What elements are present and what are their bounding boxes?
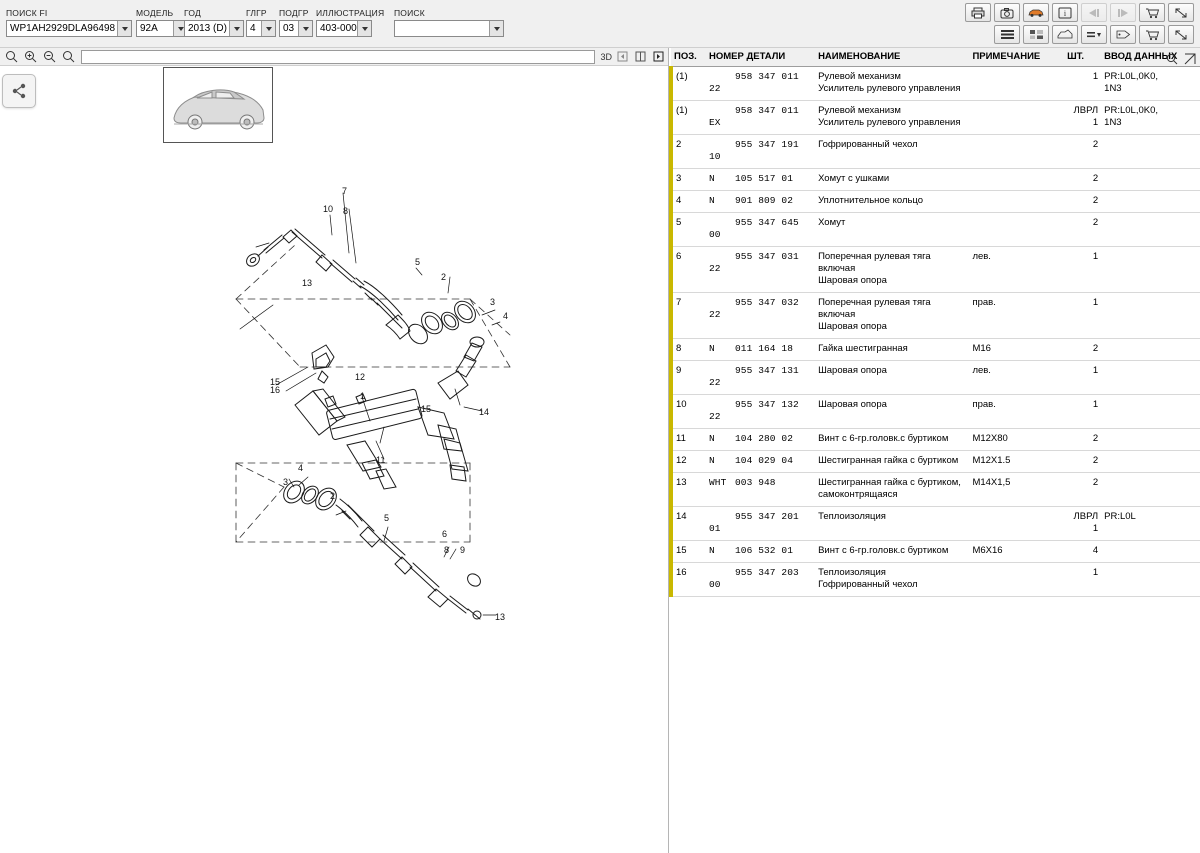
cell-pos: 16 — [671, 563, 706, 597]
cell-part-number — [706, 473, 815, 507]
cell-number: 958 347 011 EX — [708, 105, 799, 128]
cell-pos: 11 — [671, 429, 706, 451]
cell-number: 955 347 032 22 — [708, 297, 799, 320]
cell-part-number — [706, 429, 815, 451]
callout-11: 11 — [376, 455, 386, 465]
cell-qty: 2 — [1064, 191, 1101, 213]
list-icon[interactable] — [994, 25, 1020, 44]
collapse-icon[interactable] — [1168, 25, 1194, 44]
cell-part-number — [706, 563, 815, 597]
cell-part-number — [706, 541, 815, 563]
field-vin-label: ПОИСК FI — [6, 8, 48, 18]
cell-qty: 2 — [1064, 451, 1101, 473]
toolbar-icon-buttons — [965, 3, 1194, 47]
cell-qty: 2 — [1064, 169, 1101, 191]
field-ggr-input[interactable] — [246, 20, 276, 37]
cell-part-number — [706, 247, 815, 293]
cell-number: 011 164 18 — [734, 343, 793, 354]
cell-data — [1101, 169, 1200, 191]
cell-number: 104 280 02 — [734, 433, 793, 444]
field-vin — [6, 8, 132, 37]
field-illustration-input[interactable] — [316, 20, 372, 37]
cell-name: Шестигранная гайка с буртиком — [815, 451, 969, 473]
cell-qty: 1 — [1064, 361, 1101, 395]
cell-pos: (1) — [671, 67, 706, 101]
chevron-down-icon[interactable] — [117, 21, 131, 36]
callout-4b: 4 — [298, 463, 304, 473]
table-row[interactable] — [671, 67, 1200, 101]
cell-data — [1101, 429, 1200, 451]
table-row[interactable] — [671, 101, 1200, 135]
table-row[interactable] — [671, 339, 1200, 361]
cell-number: 955 347 191 10 — [708, 139, 799, 162]
cell-name — [815, 67, 969, 101]
table-row[interactable] — [671, 507, 1200, 541]
cell-qty — [1064, 507, 1101, 541]
table-header-row — [671, 48, 1200, 67]
cell-data — [1101, 563, 1200, 597]
cell-name-line2: Усилитель рулевого управления — [818, 117, 961, 128]
cell-name: Теплоизоляция — [815, 507, 969, 541]
cell-part-number — [706, 395, 815, 429]
table-row[interactable] — [671, 451, 1200, 473]
cell-note: M6X16 — [969, 541, 1064, 563]
cell-name: Шаровая опора — [815, 361, 969, 395]
cell-name: Хомут — [815, 213, 969, 247]
cell-name: Шаровая опора — [815, 395, 969, 429]
callout-14: 14 — [479, 407, 490, 417]
dropdown-icon[interactable] — [1081, 25, 1107, 44]
cell-qty: 2 — [1064, 473, 1101, 507]
cell-qty: 2 — [1064, 429, 1101, 451]
field-year — [184, 8, 244, 37]
field-illustration-value: 403-000 — [320, 23, 357, 34]
cell-note: лев. — [969, 247, 1064, 293]
cell-number: 955 347 031 22 — [708, 251, 799, 274]
callout-1: 1 — [360, 391, 366, 401]
cell-qty-prefix: ЛВРЛ — [1073, 105, 1099, 116]
top-toolbar — [0, 0, 1200, 48]
label-icon[interactable] — [1110, 25, 1136, 44]
cell-name-line3: Шаровая опора — [818, 275, 887, 286]
cell-pos: 6 — [671, 247, 706, 293]
cell-note: M12X80 — [969, 429, 1064, 451]
illustration-search-input[interactable] — [81, 50, 595, 64]
cell-name-line1: Теплоизоляция — [818, 567, 886, 578]
cell-qty: 1 — [1064, 395, 1101, 429]
table-row[interactable] — [671, 541, 1200, 563]
cell-part-number — [706, 213, 815, 247]
callout-15a: 15 — [270, 377, 281, 387]
cell-qty — [1064, 101, 1101, 135]
cart-add-icon[interactable] — [1139, 25, 1165, 44]
cell-name — [815, 563, 969, 597]
cell-prefix: N — [708, 545, 715, 556]
cell-pos: 5 — [671, 213, 706, 247]
cell-data — [1101, 395, 1200, 429]
cell-name — [815, 473, 969, 507]
field-model-input[interactable] — [136, 20, 188, 37]
cell-name-line1: Поперечная рулевая тяга — [818, 251, 931, 262]
camera-icon[interactable] — [994, 3, 1020, 22]
cell-prefix: N — [708, 433, 715, 444]
table-search-icon[interactable] — [1164, 51, 1180, 67]
field-ggr — [246, 8, 276, 37]
cell-prefix: N — [708, 195, 715, 206]
header-name[interactable]: НАИМЕНОВАНИЕ — [815, 48, 969, 67]
cell-data — [1101, 135, 1200, 169]
cell-note — [969, 213, 1064, 247]
cell-data — [1101, 191, 1200, 213]
mode-3d-label[interactable]: 3D — [600, 51, 612, 62]
table-row[interactable] — [671, 169, 1200, 191]
grid-icon[interactable] — [1023, 25, 1049, 44]
cell-note — [969, 507, 1064, 541]
field-model-value: 92A — [140, 23, 158, 34]
field-year-label: ГОД — [184, 8, 201, 18]
back-icon[interactable] — [1081, 3, 1107, 22]
cell-pos: 12 — [671, 451, 706, 473]
cell-data — [1101, 473, 1200, 507]
field-ggr-label: ГЛГР — [246, 8, 267, 18]
cell-qty-value: 1 — [1092, 523, 1099, 534]
cell-pos: (1) — [671, 101, 706, 135]
cell-note: прав. — [969, 395, 1064, 429]
cell-qty-value: 1 — [1092, 117, 1099, 128]
compare-icon[interactable] — [1052, 25, 1078, 44]
field-model — [136, 8, 188, 37]
cell-note: лев. — [969, 361, 1064, 395]
table-row[interactable] — [671, 213, 1200, 247]
cell-name-line2: Усилитель рулевого управления — [818, 83, 961, 94]
cell-note — [969, 169, 1064, 191]
cell-number: 104 029 04 — [734, 455, 793, 466]
callout-8: 8 — [343, 206, 349, 216]
cell-number: 901 809 02 — [734, 195, 793, 206]
cell-prefix: N — [708, 173, 715, 184]
cell-qty-prefix: ЛВРЛ — [1073, 511, 1099, 522]
cell-number: 955 347 132 22 — [708, 399, 799, 422]
cell-data — [1101, 101, 1200, 135]
cell-qty: 4 — [1064, 541, 1101, 563]
toolbar-icon-row-1 — [965, 3, 1194, 22]
cell-data-line1: PR:L0L,0K0, — [1104, 105, 1159, 116]
cell-name-line2: Гофрированный чехол — [818, 579, 918, 590]
cell-pos: 3 — [671, 169, 706, 191]
cell-part-number — [706, 191, 815, 213]
callout-5: 5 — [415, 257, 421, 267]
table-row[interactable] — [671, 191, 1200, 213]
zoom-in-icon[interactable] — [22, 49, 38, 65]
chevron-down-icon[interactable] — [298, 21, 312, 36]
cell-part-number — [706, 339, 815, 361]
cell-pos: 2 — [671, 135, 706, 169]
cell-prefix: WHT — [708, 477, 727, 488]
cell-name-line1: Шестигранная гайка с буртиком, — [818, 477, 961, 488]
table-row[interactable] — [671, 395, 1200, 429]
header-data[interactable]: ВВОД ДАННЫХ — [1101, 48, 1200, 67]
cell-note — [969, 191, 1064, 213]
cell-pos: 9 — [671, 361, 706, 395]
table-row[interactable] — [671, 361, 1200, 395]
header-pos[interactable]: ПОЗ. — [671, 48, 706, 67]
print-icon[interactable] — [965, 3, 991, 22]
cell-part-number — [706, 293, 815, 339]
field-ggr-value: 4 — [250, 23, 256, 34]
callout-2: 2 — [441, 272, 447, 282]
cell-part-number — [706, 67, 815, 101]
callout-16: 16 — [270, 385, 281, 395]
cell-qty-value: 1 — [1092, 71, 1099, 82]
cell-name: Винт с 6-гр.головк.с буртиком — [815, 541, 969, 563]
cell-data — [1101, 339, 1200, 361]
next-icon[interactable] — [650, 49, 666, 65]
cell-name-line2: включая — [818, 309, 856, 320]
illustration-toolbar — [0, 48, 668, 66]
cell-name: Хомут с ушками — [815, 169, 969, 191]
cell-number: 958 347 011 22 — [708, 71, 799, 94]
callout-8b: 8 — [444, 545, 450, 555]
cell-name-line3: Шаровая опора — [818, 321, 887, 332]
field-year-value: 2013 (D) — [188, 23, 227, 34]
parts-table — [669, 48, 1200, 597]
cell-name: Гайка шестигранная — [815, 339, 969, 361]
left-tool-column — [2, 74, 40, 108]
table-row[interactable] — [671, 563, 1200, 597]
cell-qty: 1 — [1064, 563, 1101, 597]
cell-data — [1101, 451, 1200, 473]
cell-qty: 2 — [1064, 339, 1101, 361]
cell-data-line2: 1N3 — [1104, 117, 1122, 128]
view-mode-controls — [600, 49, 668, 65]
chevron-down-icon[interactable] — [261, 21, 275, 36]
callout-13: 13 — [302, 278, 313, 288]
cell-data — [1101, 361, 1200, 395]
cell-number: 003 948 — [734, 477, 776, 488]
cell-note: прав. — [969, 293, 1064, 339]
cell-name — [815, 135, 969, 169]
cell-name — [815, 247, 969, 293]
callout-6: 6 — [442, 529, 448, 539]
table-row[interactable] — [671, 135, 1200, 169]
cell-note: M14X1,5 — [969, 473, 1064, 507]
cell-number: 955 347 203 00 — [708, 567, 799, 590]
callout-10: 10 — [323, 204, 334, 214]
table-row[interactable] — [671, 293, 1200, 339]
svg-text:i: i — [1063, 8, 1067, 18]
callout-9: 9 — [460, 545, 466, 555]
forward-icon[interactable] — [1110, 3, 1136, 22]
chevron-down-icon[interactable] — [357, 21, 371, 36]
callout-4: 4 — [503, 311, 509, 321]
cell-pos: 8 — [671, 339, 706, 361]
cell-name-line1: Поперечная рулевая тяга — [818, 297, 931, 308]
prev-icon[interactable] — [614, 49, 630, 65]
callout-13b: 13 — [495, 612, 506, 622]
parts-table-pane[interactable] — [668, 48, 1200, 853]
cell-name: Винт с 6-гр.головк.с буртиком — [815, 429, 969, 451]
field-search-label: ПОИСК — [394, 8, 425, 18]
table-expand-icon[interactable] — [1182, 51, 1198, 67]
search-input[interactable] — [394, 20, 504, 37]
cell-data: PR:L0L — [1101, 507, 1200, 541]
cell-qty: 1 — [1064, 247, 1101, 293]
cell-part-number — [706, 169, 815, 191]
cell-pos: 15 — [671, 541, 706, 563]
callout-3b: 3 — [283, 477, 289, 487]
cell-part-number — [706, 101, 815, 135]
illustration-pane[interactable] — [40, 67, 668, 853]
cell-number: 106 532 01 — [734, 545, 793, 556]
cell-name-line1: Рулевой механизм — [818, 105, 901, 116]
cell-data — [1101, 213, 1200, 247]
cell-pos: 4 — [671, 191, 706, 213]
car-icon[interactable] — [1023, 3, 1049, 22]
cell-name-line2: самоконтрящаяся — [818, 489, 898, 500]
table-row[interactable] — [671, 429, 1200, 451]
callout-7: 7 — [342, 186, 348, 196]
search-icon[interactable] — [60, 49, 76, 65]
cell-name — [815, 101, 969, 135]
cart-icon[interactable] — [1139, 3, 1165, 22]
exploded-parts-diagram[interactable] — [40, 67, 668, 853]
cell-data — [1101, 541, 1200, 563]
cell-note — [969, 563, 1064, 597]
field-illustration-label: ИЛЛЮСТРАЦИЯ — [316, 8, 385, 18]
share-icon[interactable] — [2, 74, 36, 108]
field-vin-input[interactable] — [6, 20, 132, 37]
expand-icon[interactable] — [1168, 3, 1194, 22]
field-illustration — [316, 8, 385, 37]
header-note[interactable]: ПРИМЕЧАНИЕ — [969, 48, 1064, 67]
cell-name-line2: включая — [818, 263, 856, 274]
field-vin-value: WP1AH2929DLA96498 — [10, 23, 116, 34]
header-part-number[interactable]: НОМЕР ДЕТАЛИ — [706, 48, 815, 67]
cell-qty: 1 — [1064, 293, 1101, 339]
cell-name-line1: Рулевой механизм — [818, 71, 901, 82]
cell-name-line1: Гофрированный чехол — [818, 139, 918, 150]
header-qty[interactable]: ШТ. — [1064, 48, 1101, 67]
cell-note — [969, 67, 1064, 101]
callout-2b: 2 — [330, 491, 336, 501]
field-search — [394, 8, 504, 37]
cell-number: 105 517 01 — [734, 173, 793, 184]
cell-data — [1101, 67, 1200, 101]
toolbar-icon-row-2 — [965, 25, 1194, 44]
cell-pos: 13 — [671, 473, 706, 507]
cell-note: M16 — [969, 339, 1064, 361]
info-icon[interactable] — [1052, 3, 1078, 22]
cell-part-number — [706, 361, 815, 395]
field-year-input[interactable] — [184, 20, 244, 37]
cell-qty: 2 — [1064, 135, 1101, 169]
cell-note: M12X1.5 — [969, 451, 1064, 473]
cell-name — [815, 293, 969, 339]
cell-pos: 10 — [671, 395, 706, 429]
cell-data-line1: PR:L0L,0K0, — [1104, 71, 1159, 82]
field-podgr — [279, 8, 313, 37]
cell-qty: 2 — [1064, 213, 1101, 247]
chevron-down-icon[interactable] — [489, 21, 503, 36]
cell-prefix: N — [708, 343, 715, 354]
cell-number: 955 347 201 01 — [708, 511, 799, 534]
cell-data-line2: 1N3 — [1104, 83, 1122, 94]
field-podgr-value: 03 — [283, 23, 295, 34]
zoom-out-icon[interactable] — [41, 49, 57, 65]
cell-note — [969, 135, 1064, 169]
table-pane-icons — [1164, 51, 1198, 67]
cell-part-number — [706, 507, 815, 541]
table-row[interactable] — [671, 247, 1200, 293]
table-row[interactable] — [671, 473, 1200, 507]
cell-part-number — [706, 451, 815, 473]
callout-15b: 15 — [421, 404, 432, 414]
field-model-label: МОДЕЛЬ — [136, 8, 174, 18]
cell-data — [1101, 293, 1200, 339]
cell-name: Уплотнительное кольцо — [815, 191, 969, 213]
cell-note — [969, 101, 1064, 135]
cell-pos: 14 — [671, 507, 706, 541]
cell-pos: 7 — [671, 293, 706, 339]
cell-number: 955 347 645 00 — [708, 217, 799, 240]
cell-qty — [1064, 67, 1101, 101]
chevron-down-icon[interactable] — [229, 21, 243, 36]
field-podgr-label: ПОДГР — [279, 8, 309, 18]
cell-prefix: N — [708, 455, 715, 466]
callout-3: 3 — [490, 297, 496, 307]
cell-data — [1101, 247, 1200, 293]
callout-5b: 5 — [384, 513, 390, 523]
split-icon[interactable] — [632, 49, 648, 65]
cell-part-number — [706, 135, 815, 169]
callout-12: 12 — [355, 372, 366, 382]
zoom-fit-icon[interactable] — [3, 49, 19, 65]
cell-number: 955 347 131 22 — [708, 365, 799, 388]
field-podgr-input[interactable] — [279, 20, 313, 37]
